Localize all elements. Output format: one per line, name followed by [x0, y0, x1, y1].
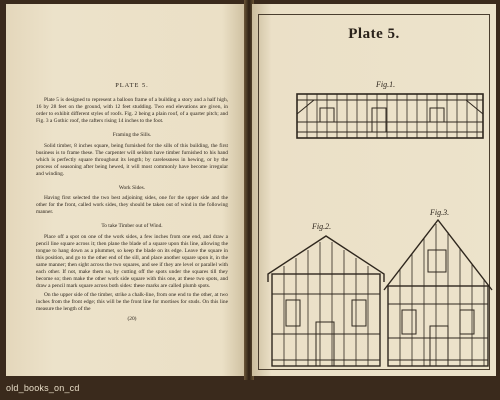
fig1-side-elevation: [297, 94, 483, 138]
framing-paragraph: Solid timber, 8 inches square, being furnished for the sills of this building, the first business is to frame these. The carpenter will seldom have timber furnished to his hand which is perfectly square throughout its length; by carelessness in hewing, or by the process of seasoning after being hewed, it will most commonly have become irregular and winding.: [36, 142, 228, 177]
wind-paragraph-2: On the upper side of the timber, strike a chalk-line, from one end to the other, at two inches from the front edge; this will be the front line for mortises for studs. On this line measure the length of the: [36, 292, 228, 313]
fig2-label: Fig.2.: [312, 222, 332, 231]
fig3-label: Fig.3.: [430, 208, 450, 217]
plate-title: Plate 5.: [348, 26, 400, 42]
wind-subheading: To take Timber out of Wind.: [101, 223, 163, 230]
framing-subheading: Framing the Sills.: [112, 132, 152, 139]
work-sides-paragraph: Having first selected the two best adjoining sides, one for the upper side and the other for the front, called work sides, they should be taken out of wind in the following manner.: [36, 195, 228, 216]
watermark: old_books_on_cd: [6, 383, 80, 393]
left-page-text: [36, 82, 228, 323]
page-number: (20): [127, 315, 137, 322]
left-page-heading: PLATE 5.: [115, 82, 149, 89]
fig1-label: Fig.1.: [376, 80, 396, 89]
right-page: [252, 4, 496, 376]
work-sides-subheading: Work Sides.: [118, 185, 146, 192]
fig3-gothic-roof-elevation: [384, 220, 492, 366]
wind-paragraph-1: Place off a spot on one of the work sides, a few inches from one end, and draw a pencil line square across it; then plane the blade of a square upon this line, allowing the tongue to hang down as a plummet, so keep the blade on its edge. Leave the square in this position, and go to the other end of the sill, and place another square upon it, in the same manner; then sight across the two squares, and see if they are level or parallel with each other. If not, make them so, by cutting off the spots under the squares till they become so; then make the other work side square with this one, at these two spots, and draw a pencil mark square across both sides: these marks are called plumb spots.: [36, 233, 228, 290]
plate-figures: [252, 4, 496, 376]
left-page: [6, 4, 246, 376]
intro-paragraph: Plate 5 is designed to represent a balloon frame of a building a story and a half high, 16 by 28 feet on the ground, with 12 feet studding. Two end elevations are given, in order to exhibit different styles of roofs. Fig. 2 being a plain roof, of a quarter pitch; and Fig. 3 a Gothic roof, the rafters rising 14 inches to the foot.: [36, 97, 228, 125]
fig2-plain-roof-elevation: [268, 236, 384, 366]
